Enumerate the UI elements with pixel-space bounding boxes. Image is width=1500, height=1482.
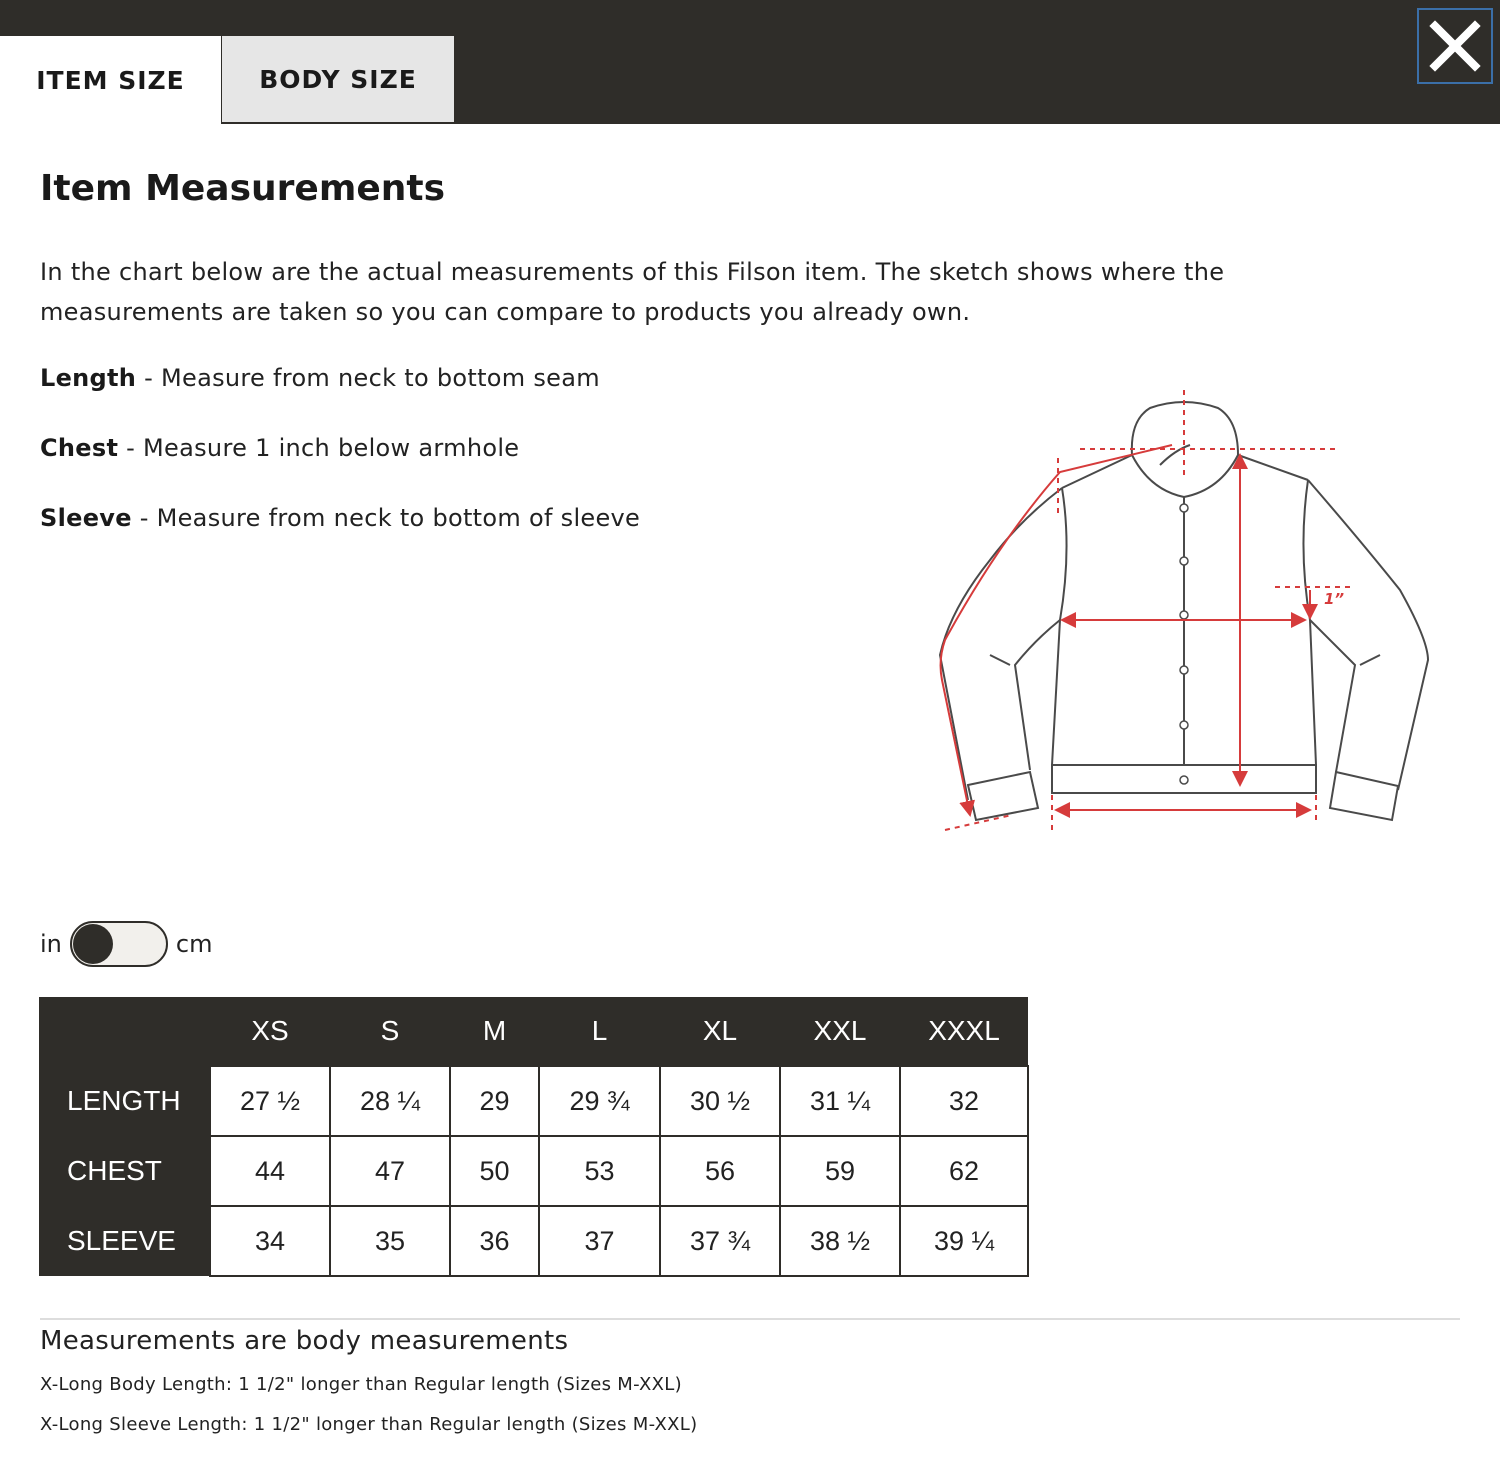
table-corner bbox=[39, 997, 210, 1066]
close-button[interactable] bbox=[1417, 8, 1493, 84]
table-row bbox=[39, 1066, 1028, 1136]
size-header: L bbox=[539, 997, 660, 1066]
size-chart-table bbox=[39, 997, 1029, 1277]
table-cell: 44 bbox=[210, 1136, 330, 1206]
unit-toggle[interactable] bbox=[70, 921, 168, 967]
table-cell: 47 bbox=[330, 1136, 450, 1206]
tab-body-size[interactable]: BODY SIZE bbox=[222, 36, 456, 124]
definition-text: - Measure from neck to bottom of sleeve bbox=[131, 504, 641, 532]
definition-term: Sleeve bbox=[40, 504, 132, 532]
definition-sleeve bbox=[40, 504, 640, 532]
table-cell: 34 bbox=[210, 1206, 330, 1276]
table-cell: 39 ¼ bbox=[900, 1206, 1028, 1276]
size-header: S bbox=[330, 997, 450, 1066]
table-cell: 32 bbox=[900, 1066, 1028, 1136]
size-header: M bbox=[450, 997, 539, 1066]
definition-term: Chest bbox=[40, 434, 119, 462]
table-row bbox=[39, 1206, 1028, 1276]
table-cell: 59 bbox=[780, 1136, 900, 1206]
table-cell: 35 bbox=[330, 1206, 450, 1276]
definition-length bbox=[40, 364, 600, 392]
footer-note-sleeve-length: X-Long Sleeve Length: 1 1/2" longer than Regular length (Sizes M-XXL) bbox=[40, 1414, 698, 1435]
table-cell: 27 ½ bbox=[210, 1066, 330, 1136]
size-header: XL bbox=[660, 997, 780, 1066]
tab-item-size[interactable]: ITEM SIZE bbox=[0, 36, 221, 124]
size-header: XS bbox=[210, 997, 330, 1066]
armhole-offset-label: 1” bbox=[1324, 590, 1345, 608]
footer-title: Measurements are body measurements bbox=[40, 1326, 569, 1356]
table-header-row bbox=[39, 997, 1028, 1066]
size-header: XXL bbox=[780, 997, 900, 1066]
definition-text: - Measure 1 inch below armhole bbox=[118, 434, 520, 462]
row-label: SLEEVE bbox=[39, 1206, 210, 1276]
table-cell: 56 bbox=[660, 1136, 780, 1206]
table-cell: 37 ¾ bbox=[660, 1206, 780, 1276]
table-cell: 38 ½ bbox=[780, 1206, 900, 1276]
table-cell: 62 bbox=[900, 1136, 1028, 1206]
definition-term: Length bbox=[40, 364, 137, 392]
table-cell: 50 bbox=[450, 1136, 539, 1206]
row-label: CHEST bbox=[39, 1136, 210, 1206]
toggle-knob bbox=[73, 924, 113, 964]
unit-cm-label: cm bbox=[175, 930, 213, 958]
table-cell: 37 bbox=[539, 1206, 660, 1276]
footer-divider bbox=[40, 1318, 1460, 1320]
unit-inches-label: in bbox=[40, 930, 62, 958]
jacket-sketch bbox=[930, 385, 1440, 835]
table-cell: 29 ¾ bbox=[539, 1066, 660, 1136]
table-cell: 30 ½ bbox=[660, 1066, 780, 1136]
definition-text: - Measure from neck to bottom seam bbox=[136, 364, 600, 392]
table-cell: 29 bbox=[450, 1066, 539, 1136]
table-row bbox=[39, 1136, 1028, 1206]
table-cell: 28 ¼ bbox=[330, 1066, 450, 1136]
footer-note-body-length: X-Long Body Length: 1 1/2" longer than Regular length (Sizes M-XXL) bbox=[40, 1374, 682, 1395]
table-cell: 53 bbox=[539, 1136, 660, 1206]
unit-toggle-group bbox=[40, 920, 212, 968]
table-cell: 36 bbox=[450, 1206, 539, 1276]
table-cell: 31 ¼ bbox=[780, 1066, 900, 1136]
intro-text: In the chart below are the actual measurements of this Filson item. The sketch shows where the measurements are taken so you can compare to products you already own. bbox=[40, 258, 1225, 326]
close-icon bbox=[1427, 18, 1483, 74]
definition-chest bbox=[40, 434, 519, 462]
row-label: LENGTH bbox=[39, 1066, 210, 1136]
size-header: XXXL bbox=[900, 997, 1028, 1066]
page-title: Item Measurements bbox=[40, 168, 446, 209]
